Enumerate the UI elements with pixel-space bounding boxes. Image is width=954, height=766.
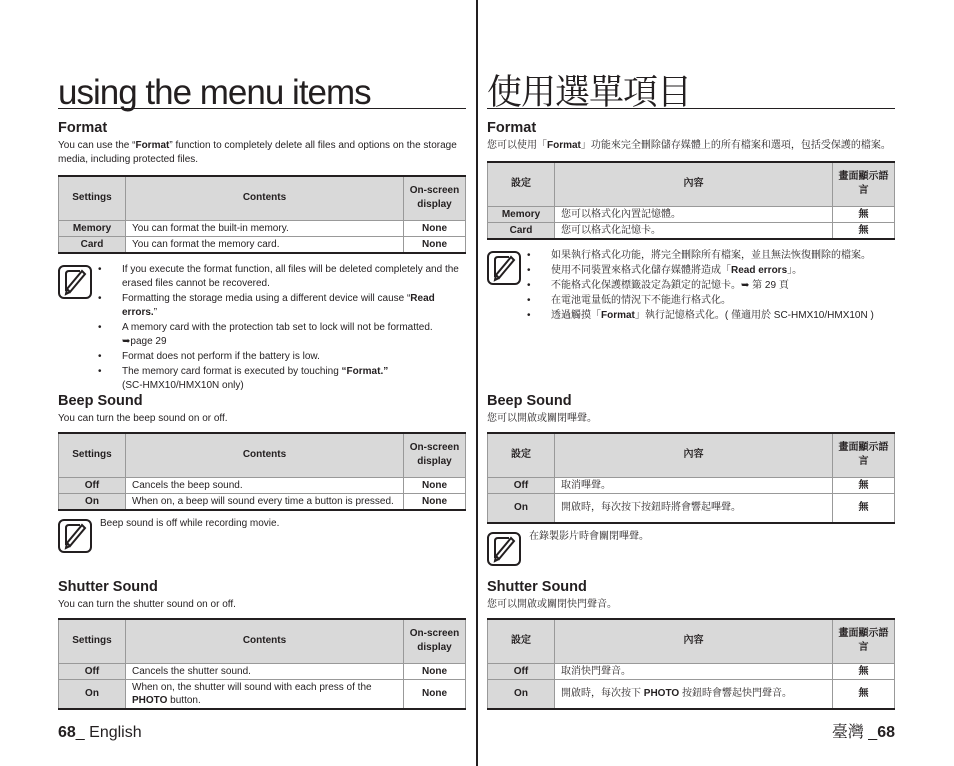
table-row	[488, 206, 895, 222]
setting-cell: Off	[59, 477, 126, 493]
column-divider	[476, 0, 478, 766]
contents-cell: When on, the shutter will sound with each press of the PHOTO button.	[126, 679, 404, 709]
col-header-contents: Contents	[126, 619, 404, 663]
format-note	[58, 263, 466, 393]
list-item: • A memory card with the protection tab set to lock will not be formatted. ➥page 29	[122, 321, 466, 349]
table-row	[488, 477, 895, 493]
display-cell: None	[404, 220, 466, 236]
page-title-zh: 使用選單項目	[487, 72, 895, 109]
table-row	[488, 493, 895, 523]
shutter-description: You can turn the shutter sound on or off.	[58, 599, 236, 610]
contents-cell: Cancels the beep sound.	[126, 477, 404, 493]
list-item: • 使用不同裝置來格式化儲存媒體將造成「Read errors」。	[551, 264, 895, 278]
display-cell: 無	[833, 663, 895, 679]
beep-table-zh	[487, 432, 895, 524]
col-header-contents: Contents	[126, 176, 404, 220]
table-row	[59, 236, 466, 253]
contents-cell: You can format the memory card.	[126, 236, 404, 253]
col-header-contents: 內容	[555, 162, 833, 206]
col-header-settings: 設定	[488, 433, 555, 477]
col-header-contents: 內容	[555, 619, 833, 663]
beep-section-zh	[487, 392, 895, 566]
setting-cell: Off	[59, 663, 126, 679]
shutter-heading: Shutter Sound	[487, 579, 587, 595]
table-row	[488, 663, 895, 679]
list-item: • 不能格式化保護標籤設定為鎖定的記憶卡。➥ 第 29 頁	[551, 279, 895, 293]
list-item: • 如果執行格式化功能，將完全刪除所有檔案，並且無法恢復刪除的檔案。	[551, 249, 895, 263]
list-item: • Formatting the storage media using a different device will cause “Read errors.”	[122, 292, 466, 320]
beep-description: 您可以開啟或關閉嗶聲。	[487, 413, 597, 424]
beep-description: You can turn the beep sound on or off.	[58, 413, 228, 424]
beep-heading: Beep Sound	[487, 393, 572, 409]
shutter-section	[58, 578, 466, 710]
contents-cell: 開啟時，每次按下按鈕時將會響起嗶聲。	[555, 493, 833, 523]
display-cell: None	[404, 663, 466, 679]
shutter-heading: Shutter Sound	[58, 579, 158, 595]
page-footer	[58, 723, 142, 743]
note-list	[58, 263, 466, 393]
shutter-table	[58, 618, 466, 710]
setting-cell: Off	[488, 663, 555, 679]
setting-cell: On	[488, 679, 555, 709]
beep-section	[58, 392, 466, 553]
page-title: using the menu items	[58, 72, 466, 109]
setting-cell: On	[59, 493, 126, 510]
page-footer-zh	[832, 723, 895, 743]
format-note-zh	[487, 249, 895, 323]
table-row	[59, 220, 466, 236]
table-row	[59, 663, 466, 679]
table-row	[59, 477, 466, 493]
beep-note	[58, 517, 466, 553]
table-row	[59, 679, 466, 709]
contents-cell: 您可以格式化內置記憶體。	[555, 206, 833, 222]
note-pencil-icon	[487, 251, 521, 285]
shutter-table-zh	[487, 618, 895, 710]
col-header-display: 畫面顯示語言	[833, 433, 895, 477]
display-cell: None	[404, 493, 466, 510]
contents-cell: You can format the built-in memory.	[126, 220, 404, 236]
display-cell: 無	[833, 222, 895, 239]
contents-cell: 取消嗶聲。	[555, 477, 833, 493]
list-item: • Format does not perform if the battery is low.	[122, 350, 466, 364]
col-header-settings: Settings	[59, 433, 126, 477]
note-list	[487, 249, 895, 323]
note-text: Beep sound is off while recording movie.	[100, 517, 280, 529]
col-header-display: 畫面顯示語言	[833, 162, 895, 206]
format-table	[58, 175, 466, 254]
format-heading: Format	[58, 120, 108, 136]
col-header-display: 畫面顯示語言	[833, 619, 895, 663]
table-row	[59, 493, 466, 510]
display-cell: 無	[833, 477, 895, 493]
display-cell: 無	[833, 206, 895, 222]
page-reference: ➥ 第 29 頁	[741, 279, 789, 291]
display-cell: None	[404, 236, 466, 253]
page-number: 68	[877, 724, 895, 741]
col-header-display: On-screen display	[404, 433, 466, 477]
table-row	[488, 222, 895, 239]
list-item: • The memory card format is executed by touching “Format.” (SC-HMX10/HMX10N only)	[122, 365, 466, 393]
contents-cell: When on, a beep will sound every time a button is pressed.	[126, 493, 404, 510]
col-header-settings: Settings	[59, 619, 126, 663]
display-cell: None	[404, 679, 466, 709]
contents-cell: 開啟時，每次按下 PHOTO 按鈕時會響起快門聲音。	[555, 679, 833, 709]
col-header-settings: 設定	[488, 619, 555, 663]
contents-cell: Cancels the shutter sound.	[126, 663, 404, 679]
list-item: • 在電池電量低的情況下不能進行格式化。	[551, 294, 895, 308]
display-cell: None	[404, 477, 466, 493]
col-header-settings: 設定	[488, 162, 555, 206]
note-text: 在錄製影片時會關閉嗶聲。	[529, 531, 649, 542]
format-table-zh	[487, 161, 895, 240]
setting-cell: Card	[488, 222, 555, 239]
note-pencil-icon	[58, 519, 92, 553]
page-number: 68	[58, 724, 76, 741]
setting-cell: On	[488, 493, 555, 523]
table-row	[488, 679, 895, 709]
setting-cell: Off	[488, 477, 555, 493]
note-pencil-icon	[58, 265, 92, 299]
col-header-contents: Contents	[126, 433, 404, 477]
format-description: You can use the “Format” function to completely delete all files and options on the storage media, including protected files.	[58, 140, 457, 165]
setting-cell: On	[59, 679, 126, 709]
note-pencil-icon	[487, 532, 521, 566]
format-section-zh	[487, 119, 895, 324]
display-cell: 無	[833, 679, 895, 709]
list-item: • 透過觸摸「Format」執行記憶格式化。( 僅適用於 SC-HMX10/HMX10N )	[551, 309, 895, 323]
list-item: • If you execute the format function, all files will be deleted completely and the erased files cannot be recovered.	[122, 263, 466, 291]
beep-note-zh	[487, 530, 895, 566]
shutter-description: 您可以開啟或關閉快門聲音。	[487, 599, 617, 610]
setting-cell: Memory	[488, 206, 555, 222]
col-header-display: On-screen display	[404, 176, 466, 220]
page-reference: ➥page 29	[122, 335, 167, 347]
format-section	[58, 119, 466, 394]
col-header-contents: 內容	[555, 433, 833, 477]
format-description: 您可以使用「Format」功能來完全刪除儲存媒體上的所有檔案和選項，包括受保護的檔案。	[487, 140, 891, 151]
contents-cell: 取消快門聲音。	[555, 663, 833, 679]
contents-cell: 您可以格式化記憶卡。	[555, 222, 833, 239]
col-header-display: On-screen display	[404, 619, 466, 663]
setting-cell: Memory	[59, 220, 126, 236]
beep-table	[58, 432, 466, 511]
col-header-settings: Settings	[59, 176, 126, 220]
footer-language: _ English	[75, 724, 142, 741]
beep-heading: Beep Sound	[58, 393, 143, 409]
shutter-section-zh	[487, 578, 895, 710]
display-cell: 無	[833, 493, 895, 523]
format-heading: Format	[487, 120, 537, 136]
setting-cell: Card	[59, 236, 126, 253]
footer-language: 臺灣 _	[831, 724, 878, 741]
